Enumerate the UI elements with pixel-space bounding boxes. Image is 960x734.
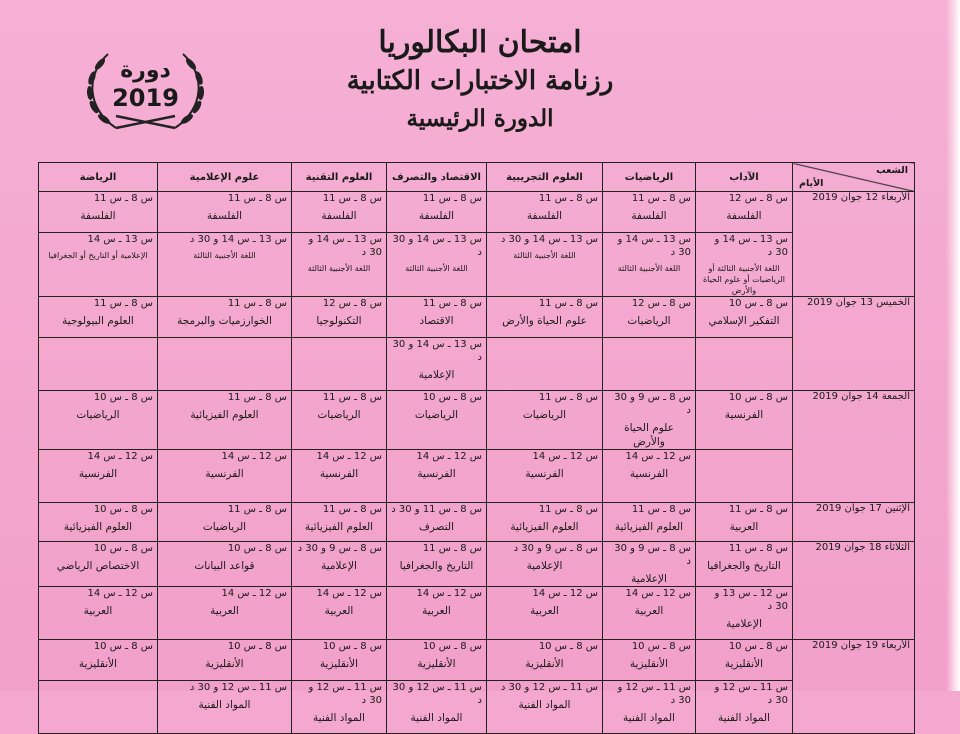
exam-cell bbox=[487, 391, 603, 450]
exam-subject: العربية bbox=[83, 605, 113, 617]
exam-cell bbox=[387, 681, 487, 734]
exam-time: س 8 ـ س 9 و 30 د bbox=[513, 543, 598, 554]
exam-cell bbox=[39, 542, 158, 587]
exam-time: س 8 ـ س 11 و 30 د bbox=[391, 504, 482, 515]
exam-cell bbox=[603, 450, 696, 503]
exam-cell bbox=[39, 640, 158, 681]
exam-time: س 8 ـ س 11 bbox=[322, 504, 382, 515]
exam-time: س 8 ـ س 10 bbox=[631, 641, 691, 652]
exam-cell bbox=[158, 450, 292, 503]
exam-time: س 8 ـ س 11 bbox=[631, 193, 691, 204]
exam-time: س 12 ـ س 14 bbox=[532, 451, 598, 462]
exam-cell bbox=[292, 391, 387, 450]
exam-time: س 8 ـ س 11 bbox=[322, 392, 382, 403]
exam-time: س 8 ـ س 10 bbox=[93, 504, 153, 515]
header-row bbox=[39, 163, 915, 192]
exam-time: س 8 ـ س 11 bbox=[422, 193, 482, 204]
exam-time: س 8 ـ س 11 bbox=[227, 298, 287, 309]
exam-time: س 8 ـ س 11 bbox=[538, 392, 598, 403]
exam-time: س 8 ـ س 10 bbox=[728, 392, 788, 403]
exam-subject: الفرنسية bbox=[205, 468, 244, 480]
exam-time: س 12 ـ س 14 bbox=[316, 588, 382, 599]
exam-cell bbox=[158, 192, 292, 233]
exam-time: س 12 ـ س 14 bbox=[221, 451, 287, 462]
corner-header bbox=[793, 163, 915, 192]
exam-time: س 11 ـ س 12 و 30 د bbox=[308, 682, 382, 706]
branches-label: الشعب bbox=[876, 165, 908, 176]
exam-time: س 12 ـ س 14 bbox=[625, 588, 691, 599]
exam-cell bbox=[292, 587, 387, 640]
exam-cell bbox=[387, 297, 487, 338]
exam-time: س 8 ـ س 11 bbox=[227, 504, 287, 515]
exam-subject: الخوارزميات والبرمجة bbox=[177, 315, 272, 327]
exam-subject: الأنقليزية bbox=[78, 658, 118, 670]
exam-cell bbox=[39, 192, 158, 233]
exam-cell bbox=[696, 542, 793, 587]
exam-cell bbox=[158, 338, 292, 391]
table-row bbox=[39, 391, 915, 450]
exam-subject: اللغة الأجنبية الثالثة bbox=[193, 251, 256, 260]
exam-cell bbox=[696, 640, 793, 681]
paper-edge bbox=[946, 0, 960, 691]
exam-time: س 12 ـ س 14 bbox=[316, 451, 382, 462]
exam-subject: الفرنسية bbox=[417, 468, 456, 480]
table-row bbox=[39, 503, 915, 542]
exam-cell bbox=[158, 640, 292, 681]
exam-subject: الرياضيات bbox=[317, 409, 361, 421]
exam-cell bbox=[39, 391, 158, 450]
exam-cell bbox=[158, 503, 292, 542]
exam-subject: العربية bbox=[324, 605, 354, 617]
exam-subject: التكنولوجيا bbox=[316, 315, 362, 327]
exam-cell bbox=[603, 338, 696, 391]
exam-subject: التصرف bbox=[418, 521, 455, 533]
exam-time: س 12 ـ س 14 bbox=[221, 588, 287, 599]
exam-cell bbox=[387, 338, 487, 391]
exam-cell bbox=[696, 681, 793, 734]
exam-subject: الرياضيات bbox=[414, 409, 459, 421]
exam-time: س 8 ـ س 10 bbox=[93, 641, 153, 652]
badge-year: 2019 bbox=[112, 84, 179, 112]
exam-time: س 13 ـ س 14 و 30 د bbox=[308, 234, 382, 258]
exam-subject: الأنقليزية bbox=[724, 658, 764, 670]
table-row bbox=[39, 587, 915, 640]
exam-cell bbox=[487, 192, 603, 233]
exam-cell bbox=[603, 681, 696, 734]
exam-cell bbox=[603, 391, 696, 450]
exam-subject: الفرنسية bbox=[319, 468, 359, 480]
exam-time: س 8 ـ س 10 bbox=[227, 641, 287, 652]
exam-time: س 11 ـ س 12 و 30 د bbox=[392, 682, 482, 706]
exam-cell bbox=[292, 681, 387, 734]
exam-subject: المواد الفنية bbox=[198, 699, 251, 711]
column-header: علوم الإعلامية bbox=[158, 163, 292, 192]
exam-cell bbox=[292, 233, 387, 297]
exam-time: س 13 ـ س 14 و 30 د bbox=[617, 234, 691, 258]
session-title: الدورة الرئيسية bbox=[406, 105, 554, 132]
exam-cell bbox=[39, 450, 158, 503]
exam-cell bbox=[603, 503, 696, 542]
exam-cell bbox=[158, 297, 292, 338]
exam-subject: الأنقليزية bbox=[525, 658, 564, 670]
exam-cell bbox=[696, 503, 793, 542]
exam-cell bbox=[292, 192, 387, 233]
exam-subject: العلوم الفيزيائية bbox=[190, 409, 259, 421]
exam-cell bbox=[158, 681, 292, 734]
exam-time: س 8 ـ س 10 bbox=[93, 543, 153, 554]
exam-subject: التاريخ والجغرافيا bbox=[399, 560, 474, 572]
exam-cell bbox=[603, 542, 696, 587]
table-row bbox=[39, 338, 915, 391]
exam-cell bbox=[487, 450, 603, 503]
exam-subject: الأنقليزية bbox=[417, 658, 456, 670]
exam-cell bbox=[603, 192, 696, 233]
exam-subject: الرياضيات bbox=[627, 315, 671, 327]
exam-time: س 8 ـ س 11 bbox=[728, 504, 788, 515]
exam-subject: اللغة الأجنبية الثالثة bbox=[513, 251, 576, 260]
exam-cell bbox=[387, 391, 487, 450]
exam-subject: اللغة الأجنبية الثالثة bbox=[307, 264, 371, 273]
exam-cell bbox=[387, 192, 487, 233]
exam-time: س 8 ـ س 11 bbox=[422, 543, 482, 554]
exam-cell bbox=[39, 503, 158, 542]
exam-time: س 13 ـ س 14 bbox=[87, 234, 153, 245]
exam-subject: الإعلامية bbox=[726, 618, 762, 630]
exam-cell bbox=[292, 338, 387, 391]
exam-subject: قواعد البيانات bbox=[194, 560, 255, 572]
exam-time: س 8 ـ س 11 bbox=[422, 298, 482, 309]
exam-time: س 8 ـ س 11 bbox=[227, 193, 287, 204]
exam-cell bbox=[487, 338, 603, 391]
exam-cell bbox=[292, 503, 387, 542]
exam-subject: الإعلامية أو التاريخ أو الجغرافيا bbox=[48, 251, 148, 260]
exam-subject: الأنقليزية bbox=[319, 658, 359, 670]
exam-time: س 13 ـ س 14 و 30 د bbox=[189, 234, 287, 245]
table-row bbox=[39, 192, 915, 233]
exam-subject: اللغة الأجنبية الثالثة bbox=[617, 264, 681, 273]
session-badge bbox=[78, 44, 213, 136]
day-cell: الأربعاء 19 جوان 2019 bbox=[793, 640, 915, 734]
exam-time: س 11 ـ س 12 و 30 د bbox=[189, 682, 287, 693]
exam-cell bbox=[387, 233, 487, 297]
days-label: الأيام bbox=[799, 178, 824, 189]
day-cell: الخميس 13 جوان 2019 bbox=[793, 297, 915, 391]
exam-time: س 13 ـ س 14 و 30 د bbox=[392, 339, 482, 363]
exam-cell bbox=[39, 233, 158, 297]
calendar-title: رزنامة الاختبارات الكتابية bbox=[346, 66, 614, 96]
exam-subject: الفرنسية bbox=[629, 468, 669, 480]
exam-cell bbox=[158, 391, 292, 450]
exam-cell bbox=[387, 450, 487, 503]
exam-subject: الفلسفة bbox=[418, 210, 455, 222]
exam-time: س 8 ـ س 10 bbox=[93, 392, 153, 403]
exam-subject: علوم الحياة والأرض bbox=[624, 422, 674, 448]
exam-cell bbox=[158, 587, 292, 640]
exam-time: س 8 ـ س 11 bbox=[93, 193, 153, 204]
exam-time: س 8 ـ س 12 bbox=[728, 193, 788, 204]
exam-subject: اللغة الأجنبية الثالثة bbox=[405, 264, 468, 273]
exam-time: س 12 ـ س 14 bbox=[532, 588, 598, 599]
exam-subject: المواد الفنية bbox=[518, 699, 571, 711]
exam-cell bbox=[487, 587, 603, 640]
exam-subject: الفرنسية bbox=[525, 468, 564, 480]
exam-time: س 8 ـ س 11 bbox=[728, 543, 788, 554]
exam-cell bbox=[292, 542, 387, 587]
exam-time: س 11 ـ س 12 و 30 د bbox=[714, 682, 788, 706]
exam-subject: التاريخ والجغرافيا bbox=[707, 560, 781, 572]
exam-subject: الفلسفة bbox=[80, 210, 116, 222]
exam-time: س 12 ـ س 14 bbox=[625, 451, 691, 462]
day-cell: الجمعة 14 جوان 2019 bbox=[793, 391, 915, 503]
exam-subject: العربية bbox=[422, 605, 451, 617]
exam-title: امتحان البكالوريا bbox=[378, 25, 582, 60]
exam-subject: العلوم الفيزيائية bbox=[614, 521, 684, 533]
exam-time: س 8 ـ س 11 bbox=[227, 392, 287, 403]
exam-subject: الفلسفة bbox=[321, 210, 357, 222]
exam-cell bbox=[387, 587, 487, 640]
table-row bbox=[39, 297, 915, 338]
exam-cell bbox=[603, 297, 696, 338]
exam-subject: المواد الفنية bbox=[313, 712, 365, 724]
exam-subject: العربية bbox=[729, 521, 759, 533]
exam-time: س 8 ـ س 11 bbox=[93, 298, 153, 309]
exam-cell bbox=[487, 503, 603, 542]
exam-cell bbox=[487, 297, 603, 338]
table-row bbox=[39, 233, 915, 297]
exam-time: س 8 ـ س 9 و 30 د bbox=[297, 543, 382, 554]
exam-time: س 12 ـ س 14 bbox=[87, 451, 153, 462]
table-row bbox=[39, 542, 915, 587]
exam-cell bbox=[603, 640, 696, 681]
exam-cell bbox=[292, 640, 387, 681]
table-row bbox=[39, 681, 915, 734]
exam-subject: الفرنسية bbox=[724, 409, 764, 421]
exam-subject: الفلسفة bbox=[206, 210, 243, 222]
column-header: الاقتصاد والتصرف bbox=[387, 163, 487, 192]
column-header: الرياضة bbox=[39, 163, 158, 192]
exam-time: س 12 ـ س 14 bbox=[87, 588, 153, 599]
exam-time: س 8 ـ س 10 bbox=[227, 543, 287, 554]
column-header: الرياضيات bbox=[603, 163, 696, 192]
exam-cell bbox=[696, 192, 793, 233]
exam-time: س 8 ـ س 12 bbox=[322, 298, 382, 309]
exam-subject: المواد الفنية bbox=[410, 712, 463, 724]
day-cell: الأربعاء 12 جوان 2019 bbox=[793, 192, 915, 297]
exam-subject: العربية bbox=[634, 605, 664, 617]
exam-time: س 11 ـ س 12 و 30 د bbox=[617, 682, 691, 706]
exam-cell bbox=[39, 681, 158, 734]
exam-cell bbox=[387, 640, 487, 681]
exam-time: س 12 ـ س 14 bbox=[416, 451, 482, 462]
exam-subject: الرياضيات bbox=[202, 521, 247, 533]
exam-subject: الفرنسية bbox=[78, 468, 118, 480]
exam-subject: الإعلامية bbox=[631, 573, 667, 585]
exam-time: س 8 ـ س 11 bbox=[322, 193, 382, 204]
exam-schedule-table bbox=[38, 162, 915, 734]
exam-cell bbox=[39, 297, 158, 338]
exam-subject: الفلسفة bbox=[631, 210, 667, 222]
exam-subject: العلوم الفيزيائية bbox=[63, 521, 133, 533]
exam-subject: الاقتصاد bbox=[419, 315, 454, 327]
exam-cell bbox=[603, 233, 696, 297]
exam-time: س 8 ـ س 10 bbox=[538, 641, 598, 652]
document-header bbox=[270, 24, 690, 134]
exam-subject: الرياضيات bbox=[76, 409, 120, 421]
exam-time: س 8 ـ س 9 و 30 د bbox=[614, 543, 691, 567]
exam-subject: العربية bbox=[210, 605, 239, 617]
exam-subject: الإعلامية bbox=[526, 560, 563, 572]
exam-cell bbox=[696, 450, 793, 503]
table-row bbox=[39, 450, 915, 503]
exam-subject: العلوم الفيزيائية bbox=[510, 521, 579, 533]
exam-subject: علوم الحياة والأرض bbox=[502, 315, 587, 327]
exam-time: س 8 ـ س 10 bbox=[422, 641, 482, 652]
exam-subject: العلوم الفيزيائية bbox=[304, 521, 374, 533]
exam-subject: الرياضيات bbox=[522, 409, 567, 421]
exam-subject: المواد الفنية bbox=[623, 712, 675, 724]
exam-subject: الأنقليزية bbox=[205, 658, 244, 670]
exam-cell bbox=[696, 391, 793, 450]
exam-cell bbox=[158, 233, 292, 297]
exam-time: س 12 ـ س 14 bbox=[416, 588, 482, 599]
exam-cell bbox=[292, 297, 387, 338]
exam-time: س 8 ـ س 11 bbox=[538, 298, 598, 309]
exam-cell bbox=[292, 450, 387, 503]
exam-time: س 13 ـ س 14 و 30 د bbox=[392, 234, 482, 258]
exam-time: س 12 ـ س 13 و 30 د bbox=[714, 588, 788, 612]
exam-cell bbox=[39, 587, 158, 640]
column-header: الآداب bbox=[696, 163, 793, 192]
exam-cell bbox=[487, 681, 603, 734]
exam-cell bbox=[387, 542, 487, 587]
exam-cell bbox=[387, 503, 487, 542]
exam-subject: الإعلامية bbox=[418, 369, 455, 381]
exam-subject: المواد الفنية bbox=[718, 712, 770, 724]
exam-subject: العلوم البيولوجية bbox=[62, 315, 134, 327]
exam-subject: الاختصاص الرياضي bbox=[56, 560, 140, 572]
exam-subject: الفلسفة bbox=[526, 210, 563, 222]
badge-label: دورة bbox=[120, 58, 171, 83]
exam-subject: العربية bbox=[530, 605, 559, 617]
exam-cell bbox=[158, 542, 292, 587]
exam-time: س 13 ـ س 14 و 30 د bbox=[500, 234, 598, 245]
exam-subject: الأنقليزية bbox=[629, 658, 669, 670]
exam-cell bbox=[603, 587, 696, 640]
exam-time: س 8 ـ س 11 bbox=[538, 504, 598, 515]
exam-cell bbox=[487, 640, 603, 681]
exam-cell bbox=[696, 587, 793, 640]
exam-subject: الإعلامية bbox=[321, 560, 357, 572]
exam-time: س 8 ـ س 9 و 30 د bbox=[614, 392, 691, 416]
column-header: العلوم التقنية bbox=[292, 163, 387, 192]
exam-cell bbox=[696, 338, 793, 391]
exam-cell bbox=[696, 297, 793, 338]
exam-subject: التفكير الإسلامي bbox=[708, 315, 780, 327]
column-header: العلوم التجريبية bbox=[487, 163, 603, 192]
exam-cell bbox=[39, 338, 158, 391]
exam-time: س 8 ـ س 11 bbox=[631, 504, 691, 515]
exam-time: س 8 ـ س 10 bbox=[322, 641, 382, 652]
exam-time: س 8 ـ س 10 bbox=[422, 392, 482, 403]
exam-time: س 13 ـ س 14 و 30 د bbox=[714, 234, 788, 258]
exam-cell bbox=[487, 233, 603, 297]
exam-time: س 11 ـ س 12 و 30 د bbox=[500, 682, 598, 693]
exam-time: س 8 ـ س 10 bbox=[728, 298, 788, 309]
exam-cell bbox=[696, 233, 793, 297]
exam-subject: اللغة الأجنبية الثالثة أو الرياضيات أو علوم الحياة والأرض bbox=[702, 264, 785, 295]
exam-time: س 8 ـ س 12 bbox=[631, 298, 691, 309]
day-cell: الإثنين 17 جوان 2019 bbox=[793, 503, 915, 542]
table-row bbox=[39, 640, 915, 681]
exam-time: س 8 ـ س 10 bbox=[728, 641, 788, 652]
exam-cell bbox=[487, 542, 603, 587]
day-cell: الثلاثاء 18 جوان 2019 bbox=[793, 542, 915, 640]
exam-time: س 8 ـ س 11 bbox=[538, 193, 598, 204]
exam-subject: الفلسفة bbox=[726, 210, 762, 222]
